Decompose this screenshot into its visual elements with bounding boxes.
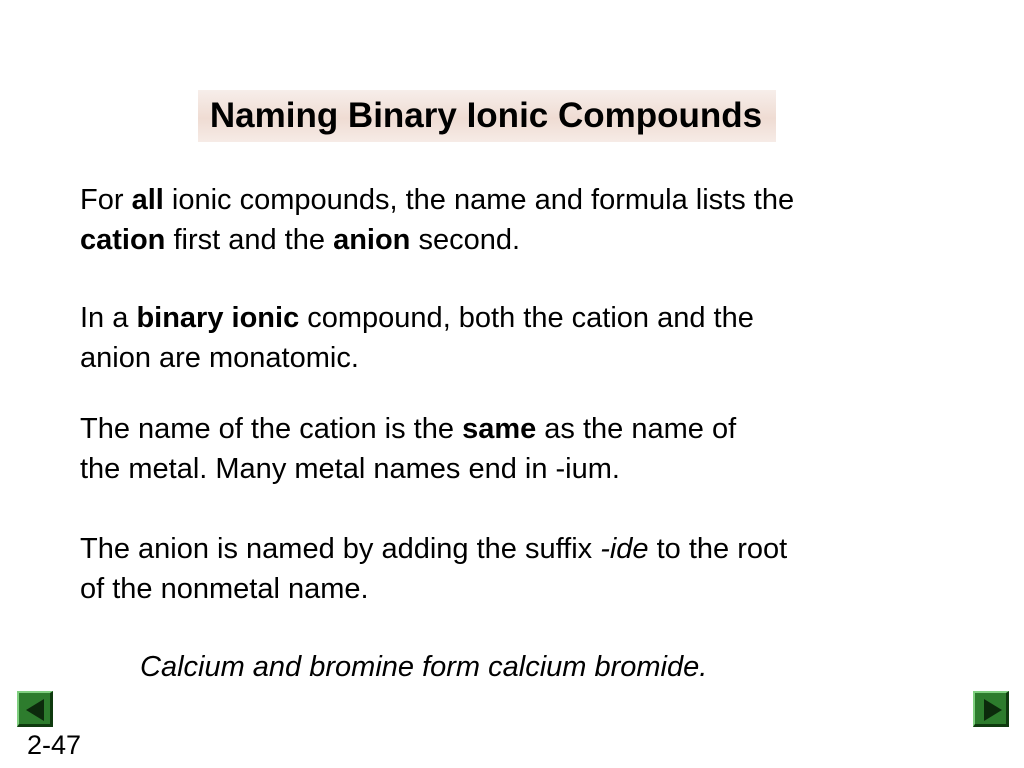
paragraph-line: [80, 409, 960, 449]
paragraph-line: [80, 220, 960, 260]
text-run: The anion is named by adding the suffix: [80, 533, 601, 565]
next-slide-button[interactable]: [973, 691, 1009, 727]
paragraph-binary-ionic: [80, 298, 960, 378]
paragraph-line: [80, 529, 960, 569]
paragraph-cation-name: [80, 409, 960, 489]
paragraph-anion-suffix: [80, 529, 960, 609]
paragraph-line: [80, 298, 960, 338]
slide-title: Naming Binary Ionic Compounds: [209, 96, 763, 135]
paragraph-line: [80, 338, 960, 378]
example-sentence: Calcium and bromine form calcium bromide.: [140, 651, 708, 683]
bold-term-cation: cation: [80, 224, 166, 256]
bold-term-binary-ionic: binary ionic: [136, 302, 300, 334]
text-run: For: [80, 184, 132, 216]
paragraph-all-ionic-compounds: [80, 180, 960, 260]
text-run: first and the: [165, 224, 334, 256]
text-run: to the root: [648, 533, 788, 565]
triangle-left-icon: [22, 696, 50, 724]
previous-slide-button[interactable]: [17, 691, 53, 727]
text-run: as the name of: [536, 413, 737, 445]
text-run: of the nonmetal name.: [80, 573, 369, 605]
text-run: The name of the cation is the: [80, 413, 463, 445]
italic-term-ide: -ide: [600, 533, 649, 565]
bold-term-same: same: [462, 413, 537, 445]
text-run: second.: [410, 224, 521, 256]
text-run: In a: [80, 302, 137, 334]
triangle-right-icon: [978, 696, 1006, 724]
paragraph-line: [80, 569, 960, 609]
text-run: the metal. Many metal names end in -ium.: [80, 453, 620, 485]
paragraph-line: [80, 449, 960, 489]
text-run: anion are monatomic.: [80, 342, 359, 374]
bold-term-anion: anion: [333, 224, 411, 256]
text-run: ionic compounds, the name and formula lists the: [163, 184, 795, 216]
paragraph-line: [80, 180, 960, 220]
bold-term-all: all: [131, 184, 164, 216]
text-run: compound, both the cation and the: [299, 302, 754, 334]
page-number: 2-47: [27, 730, 82, 760]
